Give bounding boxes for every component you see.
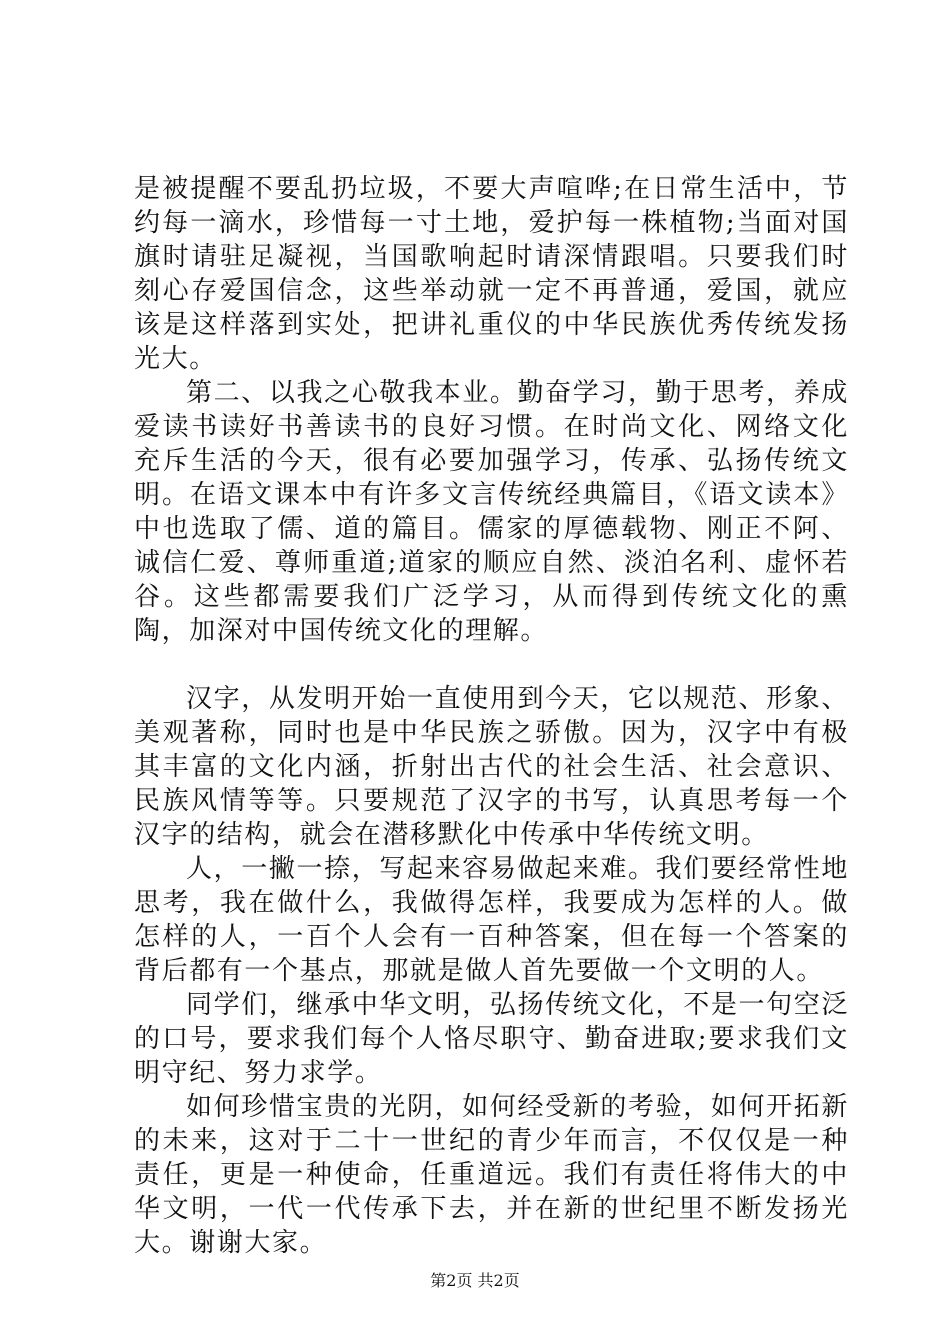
paragraph-being-human: 人，一撇一捺，写起来容易做起来难。我们要经常性地思考，我在做什么，我做得怎样，我要成为怎样的人。做怎样的人，一百个人会有一百种答案，但在每一个答案的背后都有一个基点，那就是做人首先要做一个文明的人。 [134, 854, 849, 986]
paragraph-continued: 是被提醒不要乱扔垃圾，不要大声喧哗;在日常生活中，节约每一滴水，珍惜每一寸土地，爱护每一株植物;当面对国旗时请驻足凝视，当国歌响起时请深情跟唱。只要我们时刻心存爱国信念，这些举动就一定不再普通，爱国，就应该是这样落到实处，把讲礼重仪的中华民族优秀传统发扬光大。 [134, 174, 849, 374]
paragraph-second-point: 第二、以我之心敬我本业。勤奋学习，勤于思考，养成爱读书读好书善读书的良好习惯。在时尚文化、网络文化充斥生活的今天，很有必要加强学习，传承、弘扬传统文明。在语文课本中有许多文言传统经典篇目，《语文读本》中也选取了儒、道的篇目。儒家的厚德载物、刚正不阿、诚信仁爱、尊师重道;道家的顺应自然、淡泊名利、虚怀若谷。这些都需要我们广泛学习，从而得到传统文化的熏陶，加深对中国传统文化的理解。 [134, 378, 849, 646]
paragraph-classmates: 同学们，继承中华文明，弘扬传统文化，不是一句空泛的口号，要求我们每个人恪尽职守、勤奋进取;要求我们文明守纪、努力求学。 [134, 990, 849, 1088]
document-body [134, 172, 849, 1260]
page-number-footer: 第2页 共2页 [430, 1271, 520, 1290]
paragraph-closing: 如何珍惜宝贵的光阴，如何经受新的考验，如何开拓新的未来，这对于二十一世纪的青少年而言，不仅仅是一种责任，更是一种使命，任重道远。我们有责任将伟大的中华文明，一代一代传承下去，并在新的世纪里不断发扬光大。谢谢大家。 [134, 1092, 849, 1258]
paragraph-spacer [134, 648, 849, 682]
paragraph-chinese-characters: 汉字，从发明开始一直使用到今天，它以规范、形象、美观著称，同时也是中华民族之骄傲。因为，汉字中有极其丰富的文化内涵，折射出古代的社会生活、社会意识、民族风情等等。只要规范了汉字的书写，认真思考每一个汉字的结构，就会在潜移默化中传承中华传统文明。 [134, 684, 849, 850]
